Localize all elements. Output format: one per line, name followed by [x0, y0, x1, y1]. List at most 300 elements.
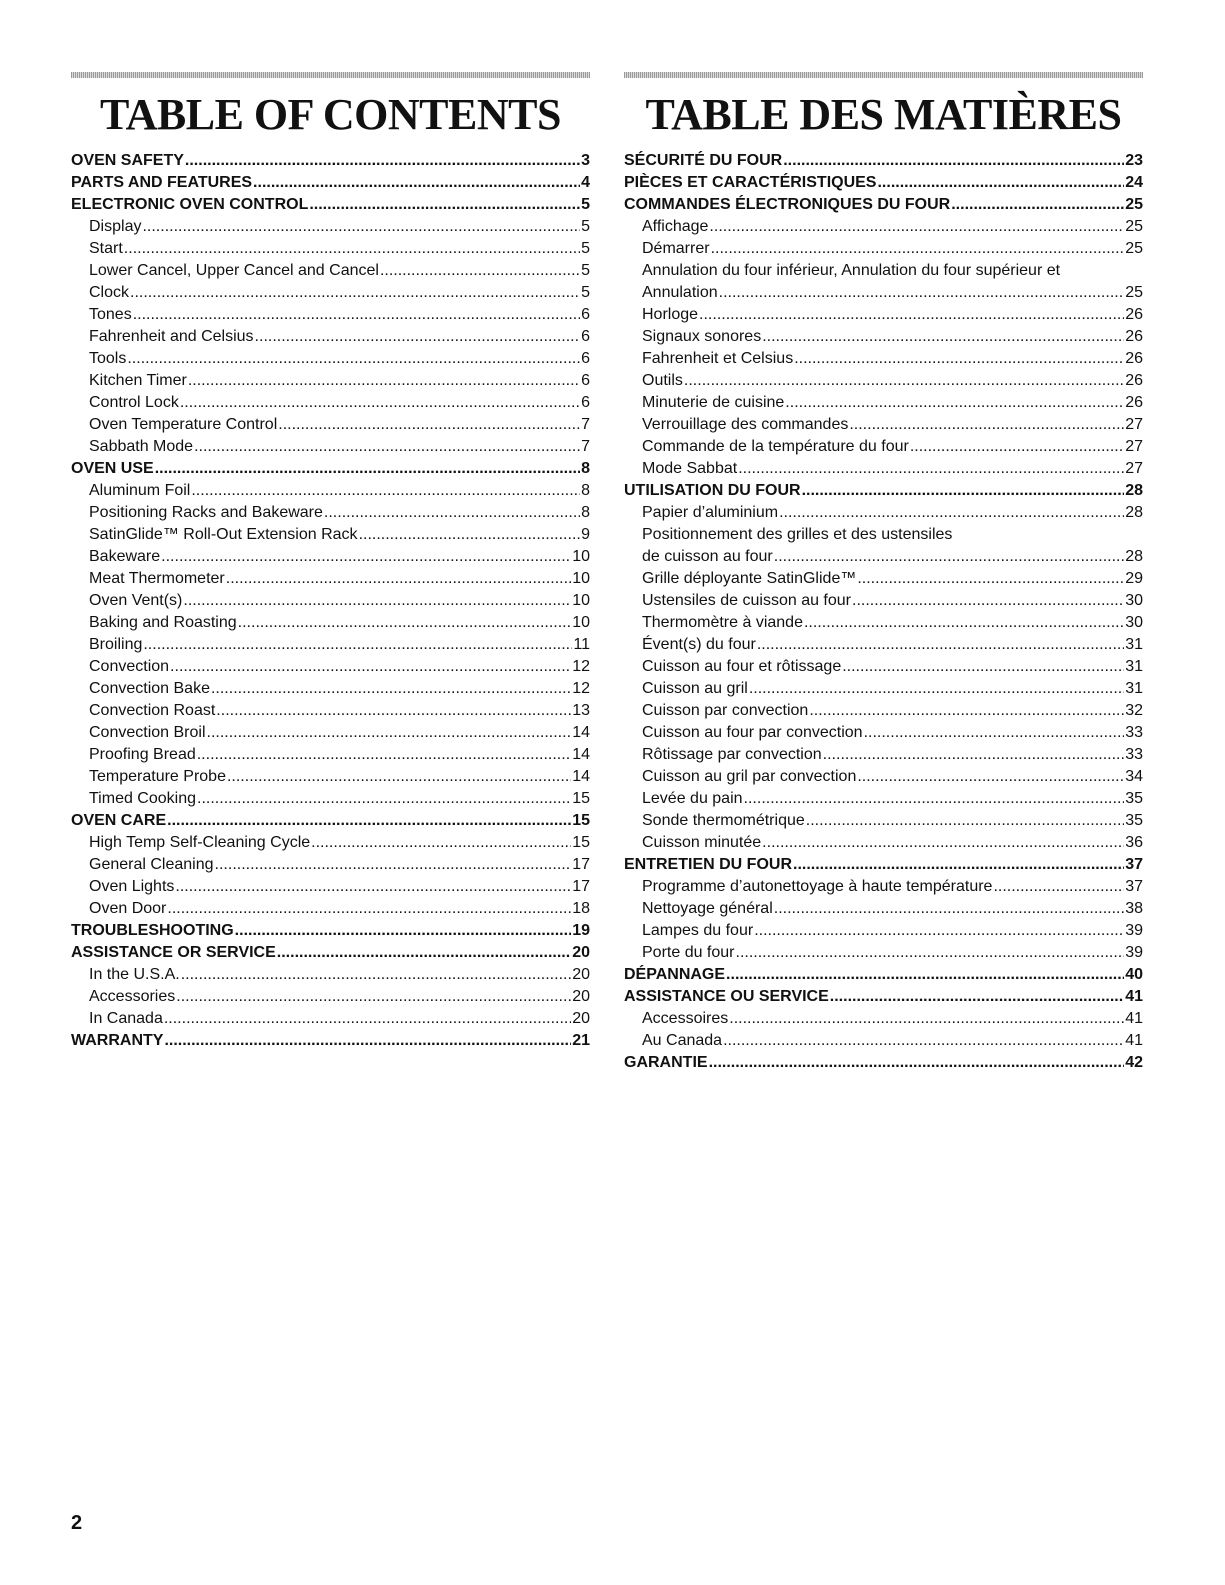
toc-entry[interactable]: [71, 700, 590, 722]
dot-leader: [227, 766, 571, 788]
toc-section[interactable]: [71, 458, 590, 480]
dot-leader: [762, 326, 1124, 348]
entry-title: DÉPANNAGE: [624, 966, 726, 983]
entry-page: 20: [572, 988, 590, 1005]
entry-title: Cuisson au gril: [642, 680, 748, 697]
entry-title: OVEN SAFETY: [71, 152, 184, 169]
entry-title: ASSISTANCE OR SERVICE: [71, 944, 276, 961]
entry-page: 14: [572, 768, 590, 785]
toc-entry[interactable]: [71, 964, 590, 986]
toc-entry[interactable]: [624, 502, 1143, 524]
dot-leader: [774, 898, 1124, 920]
dot-leader: [910, 436, 1124, 458]
dot-leader: [215, 854, 572, 876]
toc-section[interactable]: [624, 964, 1143, 986]
dot-leader: [793, 854, 1124, 876]
dot-leader: [253, 172, 580, 194]
dot-leader: [744, 788, 1125, 810]
entry-title: WARRANTY: [71, 1032, 164, 1049]
toc-entry[interactable]: [624, 744, 1143, 766]
dot-leader: [207, 722, 572, 744]
entry-title: Kitchen Timer: [89, 372, 187, 389]
entry-title: In the U.S.A.: [89, 966, 180, 983]
toc-entry[interactable]: [624, 568, 1143, 590]
toc-section[interactable]: [71, 172, 590, 194]
entry-title: Meat Thermometer: [89, 570, 225, 587]
dot-leader: [864, 722, 1125, 744]
toc-entry[interactable]: [71, 502, 590, 524]
dot-leader: [802, 480, 1125, 502]
entry-page: 41: [1125, 1032, 1143, 1049]
dot-leader: [380, 260, 580, 282]
entry-page: 6: [581, 350, 590, 367]
entry-page: 37: [1125, 878, 1143, 895]
toc-entry[interactable]: [624, 436, 1143, 458]
dot-leader: [197, 788, 571, 810]
dot-leader: [311, 832, 571, 854]
toc-entry[interactable]: [624, 304, 1143, 326]
entry-title: Porte du four: [642, 944, 735, 961]
entry-line: [642, 282, 1143, 304]
toc-entry[interactable]: [71, 392, 590, 414]
entry-title: Display: [89, 218, 142, 235]
entry-title: OVEN USE: [71, 460, 154, 477]
dot-leader: [709, 216, 1124, 238]
entry-page: 9: [581, 526, 590, 543]
dot-leader: [216, 700, 571, 722]
toc-entry[interactable]: [71, 260, 590, 282]
entry-page: 26: [1125, 372, 1143, 389]
entry-title: Tones: [89, 306, 132, 323]
entry-title: UTILISATION DU FOUR: [624, 482, 801, 499]
entry-title: Convection Broil: [89, 724, 206, 741]
entry-title: Baking and Roasting: [89, 614, 237, 631]
entry-title: Levée du pain: [642, 790, 743, 807]
dot-leader: [779, 502, 1124, 524]
entry-page: 25: [1125, 284, 1143, 301]
toc-entry[interactable]: [624, 920, 1143, 942]
heading-rule: [71, 72, 590, 78]
entry-title-cont: Annulation: [642, 284, 718, 301]
toc-entry[interactable]: [624, 458, 1143, 480]
entry-title: Lampes du four: [642, 922, 754, 939]
entry-title: High Temp Self-Cleaning Cycle: [89, 834, 311, 851]
dot-leader: [736, 942, 1125, 964]
entry-title: ASSISTANCE OU SERVICE: [624, 988, 829, 1005]
dot-leader: [155, 458, 580, 480]
toc-entry[interactable]: [624, 524, 1143, 568]
dot-leader: [235, 920, 572, 942]
entry-title: Positionnement des grilles et des ustensiles: [642, 526, 953, 543]
dot-leader: [852, 590, 1124, 612]
toc-section[interactable]: [624, 194, 1143, 216]
toc-entry[interactable]: [71, 480, 590, 502]
toc-entry[interactable]: [71, 766, 590, 788]
toc-entry[interactable]: [624, 722, 1143, 744]
dot-leader: [684, 370, 1124, 392]
entry-title: Accessories: [89, 988, 176, 1005]
toc-entry[interactable]: [624, 612, 1143, 634]
toc-entry[interactable]: [71, 744, 590, 766]
entry-page: 25: [1125, 196, 1143, 213]
toc-section[interactable]: [71, 194, 590, 216]
entry-page: 31: [1125, 658, 1143, 675]
entry-title: Cuisson par convection: [642, 702, 809, 719]
entry-title: Lower Cancel, Upper Cancel and Cancel: [89, 262, 379, 279]
toc-entry[interactable]: [71, 326, 590, 348]
dot-leader: [188, 370, 580, 392]
dot-leader: [774, 546, 1124, 568]
entry-page: 7: [581, 438, 590, 455]
dot-leader: [993, 876, 1124, 898]
dot-leader: [124, 238, 580, 260]
dot-leader: [842, 656, 1124, 678]
toc-entry[interactable]: [624, 942, 1143, 964]
entry-page: 5: [581, 196, 590, 213]
toc-entry[interactable]: [71, 590, 590, 612]
entry-title: Proofing Bread: [89, 746, 196, 763]
entry-title-cont: de cuisson au four: [642, 548, 773, 565]
toc-entry[interactable]: [624, 216, 1143, 238]
toc-section[interactable]: [624, 172, 1143, 194]
entry-title: Cuisson au four et rôtissage: [642, 658, 842, 675]
toc-section[interactable]: [624, 986, 1143, 1008]
entry-title: Rôtissage par convection: [642, 746, 822, 763]
entry-page: 5: [581, 218, 590, 235]
dot-leader: [167, 898, 571, 920]
entry-page: 28: [1125, 504, 1143, 521]
toc-entry[interactable]: [71, 282, 590, 304]
dot-leader: [309, 194, 580, 216]
entry-title: ELECTRONIC OVEN CONTROL: [71, 196, 309, 213]
dot-leader: [167, 810, 571, 832]
entry-title: Clock: [89, 284, 130, 301]
toc-entry[interactable]: [624, 656, 1143, 678]
entry-page: 7: [581, 416, 590, 433]
toc-entry[interactable]: [624, 260, 1143, 304]
toc-entries-fr: [624, 150, 1143, 1074]
toc-entry[interactable]: [624, 832, 1143, 854]
entry-title: SÉCURITÉ DU FOUR: [624, 152, 783, 169]
toc-heading-fr: TABLE DES MATIÈRES: [645, 90, 1122, 139]
entry-title: SatinGlide™ Roll-Out Extension Rack: [89, 526, 358, 543]
entry-title: Papier d’aluminium: [642, 504, 779, 521]
entry-page: 30: [1125, 592, 1143, 609]
dot-leader: [278, 414, 580, 436]
toc-entry[interactable]: [71, 304, 590, 326]
entry-page: 32: [1125, 702, 1143, 719]
toc-entry[interactable]: [624, 766, 1143, 788]
toc-section[interactable]: [71, 150, 590, 172]
dot-leader: [723, 1030, 1124, 1052]
entry-page: 26: [1125, 328, 1143, 345]
entry-title: Broiling: [89, 636, 143, 653]
toc-entry[interactable]: [71, 436, 590, 458]
entry-page: 39: [1125, 922, 1143, 939]
entry-page: 5: [581, 240, 590, 257]
toc-entry[interactable]: [624, 876, 1143, 898]
entry-title: Au Canada: [642, 1032, 723, 1049]
entry-title: Sonde thermométrique: [642, 812, 805, 829]
toc-entry[interactable]: [624, 392, 1143, 414]
dot-leader: [726, 964, 1124, 986]
entry-title: Oven Door: [89, 900, 167, 917]
dot-leader: [183, 590, 571, 612]
entry-page: 26: [1125, 350, 1143, 367]
toc-entry[interactable]: [624, 1030, 1143, 1052]
entry-title: ENTRETIEN DU FOUR: [624, 856, 792, 873]
dot-leader: [719, 282, 1125, 304]
toc-entry[interactable]: [71, 634, 590, 656]
toc-entry[interactable]: [71, 854, 590, 876]
entry-page: 27: [1125, 460, 1143, 477]
entry-title: Control Lock: [89, 394, 179, 411]
toc-entry[interactable]: [71, 722, 590, 744]
entry-page: 28: [1125, 482, 1143, 499]
toc-entry[interactable]: [624, 326, 1143, 348]
entry-title: Verrouillage des commandes: [642, 416, 849, 433]
entry-page: 4: [581, 174, 590, 191]
dot-leader: [359, 524, 581, 546]
entry-page: 10: [572, 570, 590, 587]
dot-leader: [133, 304, 580, 326]
dot-leader: [711, 238, 1125, 260]
toc-section[interactable]: [624, 854, 1143, 876]
entry-title: Fahrenheit et Celsius: [642, 350, 794, 367]
entry-title: Tools: [89, 350, 127, 367]
dot-leader: [164, 1008, 571, 1030]
entry-page: 31: [1125, 636, 1143, 653]
entry-line: [642, 546, 1143, 568]
dot-leader: [185, 150, 580, 172]
entry-title: Start: [89, 240, 123, 257]
entry-page: 30: [1125, 614, 1143, 631]
toc-entry[interactable]: [71, 238, 590, 260]
dot-leader: [806, 810, 1124, 832]
dot-leader: [164, 1030, 571, 1052]
entry-page: 6: [581, 394, 590, 411]
entry-title: Temperature Probe: [89, 768, 226, 785]
dot-leader: [191, 480, 580, 502]
entry-title: Commande de la température du four: [642, 438, 909, 455]
entry-page: 20: [572, 944, 590, 961]
entry-page: 23: [1125, 152, 1143, 169]
toc-entry[interactable]: [624, 788, 1143, 810]
toc-entry[interactable]: [624, 678, 1143, 700]
dot-leader: [175, 876, 571, 898]
dot-leader: [238, 612, 572, 634]
entry-page: 14: [572, 746, 590, 763]
entry-page: 19: [572, 922, 590, 939]
toc-entry[interactable]: [624, 370, 1143, 392]
toc-entry[interactable]: [624, 1008, 1143, 1030]
dot-leader: [857, 766, 1124, 788]
entry-page: 3: [581, 152, 590, 169]
toc-section[interactable]: [71, 810, 590, 832]
entry-page: 18: [572, 900, 590, 917]
dot-leader: [180, 392, 580, 414]
entry-page: 13: [572, 702, 590, 719]
entry-title: Oven Temperature Control: [89, 416, 278, 433]
toc-entry[interactable]: [624, 700, 1143, 722]
entry-page: 20: [572, 1010, 590, 1027]
entry-title: Mode Sabbat: [642, 460, 738, 477]
dot-leader: [143, 634, 572, 656]
entry-page: 31: [1125, 680, 1143, 697]
entry-title: Aluminum Foil: [89, 482, 191, 499]
dot-leader: [951, 194, 1124, 216]
toc-section[interactable]: [71, 920, 590, 942]
entry-page: 39: [1125, 944, 1143, 961]
entry-title: Nettoyage général: [642, 900, 773, 917]
dot-leader: [877, 172, 1124, 194]
entry-page: 21: [572, 1032, 590, 1049]
entry-page: 6: [581, 306, 590, 323]
dot-leader: [699, 304, 1124, 326]
entry-page: 10: [572, 592, 590, 609]
entry-title: Cuisson au four par convection: [642, 724, 863, 741]
toc-entry[interactable]: [71, 656, 590, 678]
entry-page: 14: [572, 724, 590, 741]
entry-page: 33: [1125, 724, 1143, 741]
entry-page: 11: [573, 636, 590, 653]
entry-title: Outils: [642, 372, 683, 389]
entry-page: 38: [1125, 900, 1143, 917]
entry-title: Cuisson au gril par convection: [642, 768, 857, 785]
entry-page: 6: [581, 372, 590, 389]
dot-leader: [783, 150, 1124, 172]
dot-leader: [181, 964, 571, 986]
entry-title: Fahrenheit and Celsius: [89, 328, 254, 345]
entry-page: 40: [1125, 966, 1143, 983]
dot-leader: [754, 920, 1124, 942]
entry-title: PARTS AND FEATURES: [71, 174, 253, 191]
entry-title: Cuisson minutée: [642, 834, 762, 851]
toc-heading: TABLE OF CONTENTS: [100, 90, 561, 139]
entry-title: Positioning Racks and Bakeware: [89, 504, 323, 521]
entry-page: 33: [1125, 746, 1143, 763]
entry-title: OVEN CARE: [71, 812, 167, 829]
heading-rule: [624, 72, 1143, 78]
dot-leader: [130, 282, 580, 304]
entry-page: 8: [581, 504, 590, 521]
entry-page: 8: [581, 460, 590, 477]
entry-title: General Cleaning: [89, 856, 214, 873]
entry-page: 28: [1125, 548, 1143, 565]
toc-entry[interactable]: [71, 678, 590, 700]
entry-page: 41: [1125, 1010, 1143, 1027]
entry-title: In Canada: [89, 1010, 163, 1027]
entry-page: 15: [572, 812, 590, 829]
entry-title: COMMANDES ÉLECTRONIQUES DU FOUR: [624, 196, 951, 213]
entry-page: 42: [1125, 1054, 1143, 1071]
toc-entry[interactable]: [624, 898, 1143, 920]
entry-page: 5: [581, 284, 590, 301]
toc-entry[interactable]: [71, 546, 590, 568]
toc-entry[interactable]: [624, 348, 1143, 370]
entry-title: Affichage: [642, 218, 709, 235]
toc-entry[interactable]: [71, 524, 590, 546]
dot-leader: [762, 832, 1124, 854]
toc-entry[interactable]: [71, 876, 590, 898]
dot-leader: [255, 326, 581, 348]
entry-title: Ustensiles de cuisson au four: [642, 592, 851, 609]
toc-section[interactable]: [624, 480, 1143, 502]
dot-leader: [324, 502, 580, 524]
toc-entry[interactable]: [71, 832, 590, 854]
dot-leader: [142, 216, 580, 238]
toc-entry[interactable]: [71, 348, 590, 370]
entry-page: 10: [572, 614, 590, 631]
entry-title: Signaux sonores: [642, 328, 762, 345]
toc-section[interactable]: [71, 942, 590, 964]
entry-page: 34: [1125, 768, 1143, 785]
toc-entry[interactable]: [71, 370, 590, 392]
dot-leader: [709, 1052, 1125, 1074]
toc-entry[interactable]: [71, 898, 590, 920]
entry-page: 25: [1125, 240, 1143, 257]
entry-title: Horloge: [642, 306, 699, 323]
entry-page: 29: [1125, 570, 1143, 587]
entry-title: Accessoires: [642, 1010, 729, 1027]
entry-page: 6: [581, 328, 590, 345]
dot-leader: [161, 546, 571, 568]
entry-page: 5: [581, 262, 590, 279]
entry-page: 8: [581, 482, 590, 499]
entry-title: Convection Roast: [89, 702, 216, 719]
dot-leader: [823, 744, 1125, 766]
toc-english: [71, 72, 590, 1052]
dot-leader: [277, 942, 571, 964]
toc-entry[interactable]: [624, 414, 1143, 436]
entry-page: 26: [1125, 394, 1143, 411]
entry-title: Convection Bake: [89, 680, 210, 697]
toc-entry[interactable]: [71, 1008, 590, 1030]
toc-french: [624, 72, 1143, 1074]
dot-leader: [738, 458, 1124, 480]
entry-title: Évent(s) du four: [642, 636, 756, 653]
toc-section[interactable]: [624, 1052, 1143, 1074]
toc-entry[interactable]: [624, 810, 1143, 832]
dot-leader: [176, 986, 571, 1008]
entry-title: TROUBLESHOOTING: [71, 922, 234, 939]
entry-title: Sabbath Mode: [89, 438, 194, 455]
entry-page: 35: [1125, 790, 1143, 807]
toc-entry[interactable]: [71, 414, 590, 436]
toc-entry[interactable]: [71, 612, 590, 634]
toc-entry[interactable]: [624, 634, 1143, 656]
dot-leader: [830, 986, 1124, 1008]
entry-page: 17: [572, 856, 590, 873]
entry-page: 17: [572, 878, 590, 895]
toc-entry[interactable]: [71, 788, 590, 810]
entry-page: 37: [1125, 856, 1143, 873]
toc-entry[interactable]: [624, 238, 1143, 260]
toc-section[interactable]: [71, 1030, 590, 1052]
toc-entry[interactable]: [624, 590, 1143, 612]
toc-section[interactable]: [624, 150, 1143, 172]
entry-title: Thermomètre à viande: [642, 614, 803, 631]
entry-page: 15: [572, 790, 590, 807]
dot-leader: [211, 678, 571, 700]
page-number: 2: [71, 1512, 83, 1534]
dot-leader: [749, 678, 1124, 700]
toc-entry[interactable]: [71, 568, 590, 590]
dot-leader: [857, 568, 1124, 590]
toc-entry[interactable]: [71, 216, 590, 238]
toc-entry[interactable]: [71, 986, 590, 1008]
dot-leader: [809, 700, 1124, 722]
